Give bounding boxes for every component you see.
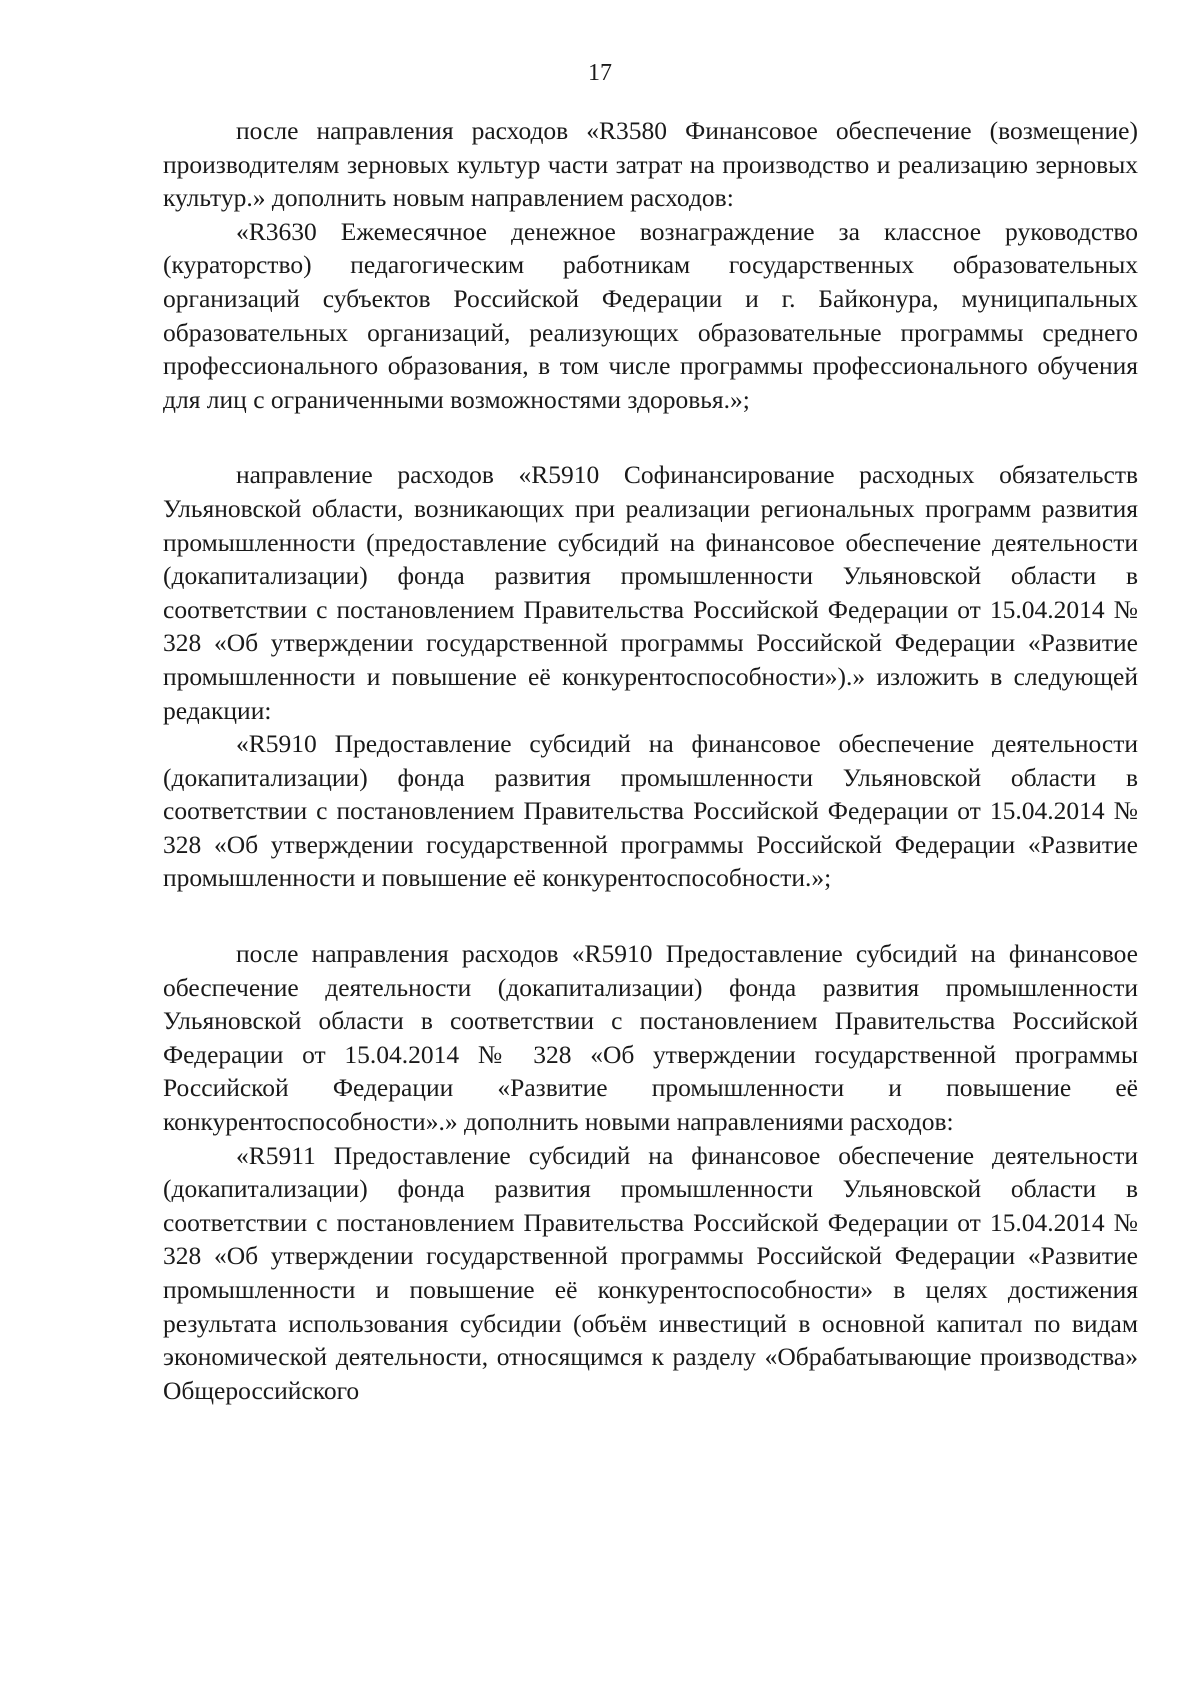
paragraph-r5910-amend: направление расходов «R5910 Софинансирование расходных обязательств Ульяновской области, возникающих при реализации региональных программ развития промышленности (предоставление субсидий на финансовое обеспечение деятельности (докапитализации) фонда развития промышленности Ульяновской области в соответствии с постановлением Правительства Российской Федерации от 15.04.2014 № 328 «Об утверждении государственной программы Российской Федерации «Развитие промышленности и повышение её конкурентоспособности»).» изложить в следующей редакции: [163, 460, 1138, 725]
paragraph-gap [163, 416, 1138, 458]
page-number: 17 [588, 60, 612, 86]
paragraph-r5910-new: «R5910 Предоставление субсидий на финансовое обеспечение деятельности (докапитализации) фонда развития промышленности Ульяновской области в соответствии с постановлением Правительства Российской Федерации от 15.04.2014 № 328 «Об утверждении государственной программы Российской Федерации «Развитие промышленности и повышение её конкурентоспособности.»; [163, 729, 1138, 893]
paragraph-r3630: «R3630 Ежемесячное денежное вознаграждение за классное руководство (кураторство) педагогическим работникам государственных образовательных организаций субъектов Российской Федерации и г. Байконура, муниципальных образовательных организаций, реализующих образовательные программы среднего профессионального образования, в том числе программы профессионального обучения для лиц с ограниченными возможностями здоровья.»; [163, 216, 1138, 414]
paragraph-after-r3580: после направления расходов «R3580 Финансовое обеспечение (возмещение) производителям зерновых культур части затрат на производство и реализацию зерновых культур.» дополнить новым направлением расходов: [163, 116, 1138, 213]
paragraph-after-r5910: после направления расходов «R5910 Предоставление субсидий на финансовое обеспечение деятельности (докапитализации) фонда развития промышленности Ульяновской области в соответствии с постановлением Правительства Российской Федерации от 15.04.2014 № 328 «Об утверждении государственной программы Российской Федерации «Развитие промышленности и повышение её конкурентоспособности».» дополнить новыми направлениями расходов: [163, 939, 1138, 1137]
paragraph-gap [163, 895, 1138, 937]
paragraph-r5911: «R5911 Предоставление субсидий на финансовое обеспечение деятельности (докапитализации) фонда развития промышленности Ульяновской области в соответствии с постановлением Правительства Российской Федерации от 15.04.2014 № 328 «Об утверждении государственной программы Российской Федерации «Развитие промышленности и повышение её конкурентоспособности» в целях достижения результата использования субсидии (объём инвестиций в основной капитал по видам экономической деятельности, относящимся к разделу «Обрабатывающие производства» Общероссийского [163, 1140, 1138, 1405]
document-body [163, 114, 1138, 1407]
